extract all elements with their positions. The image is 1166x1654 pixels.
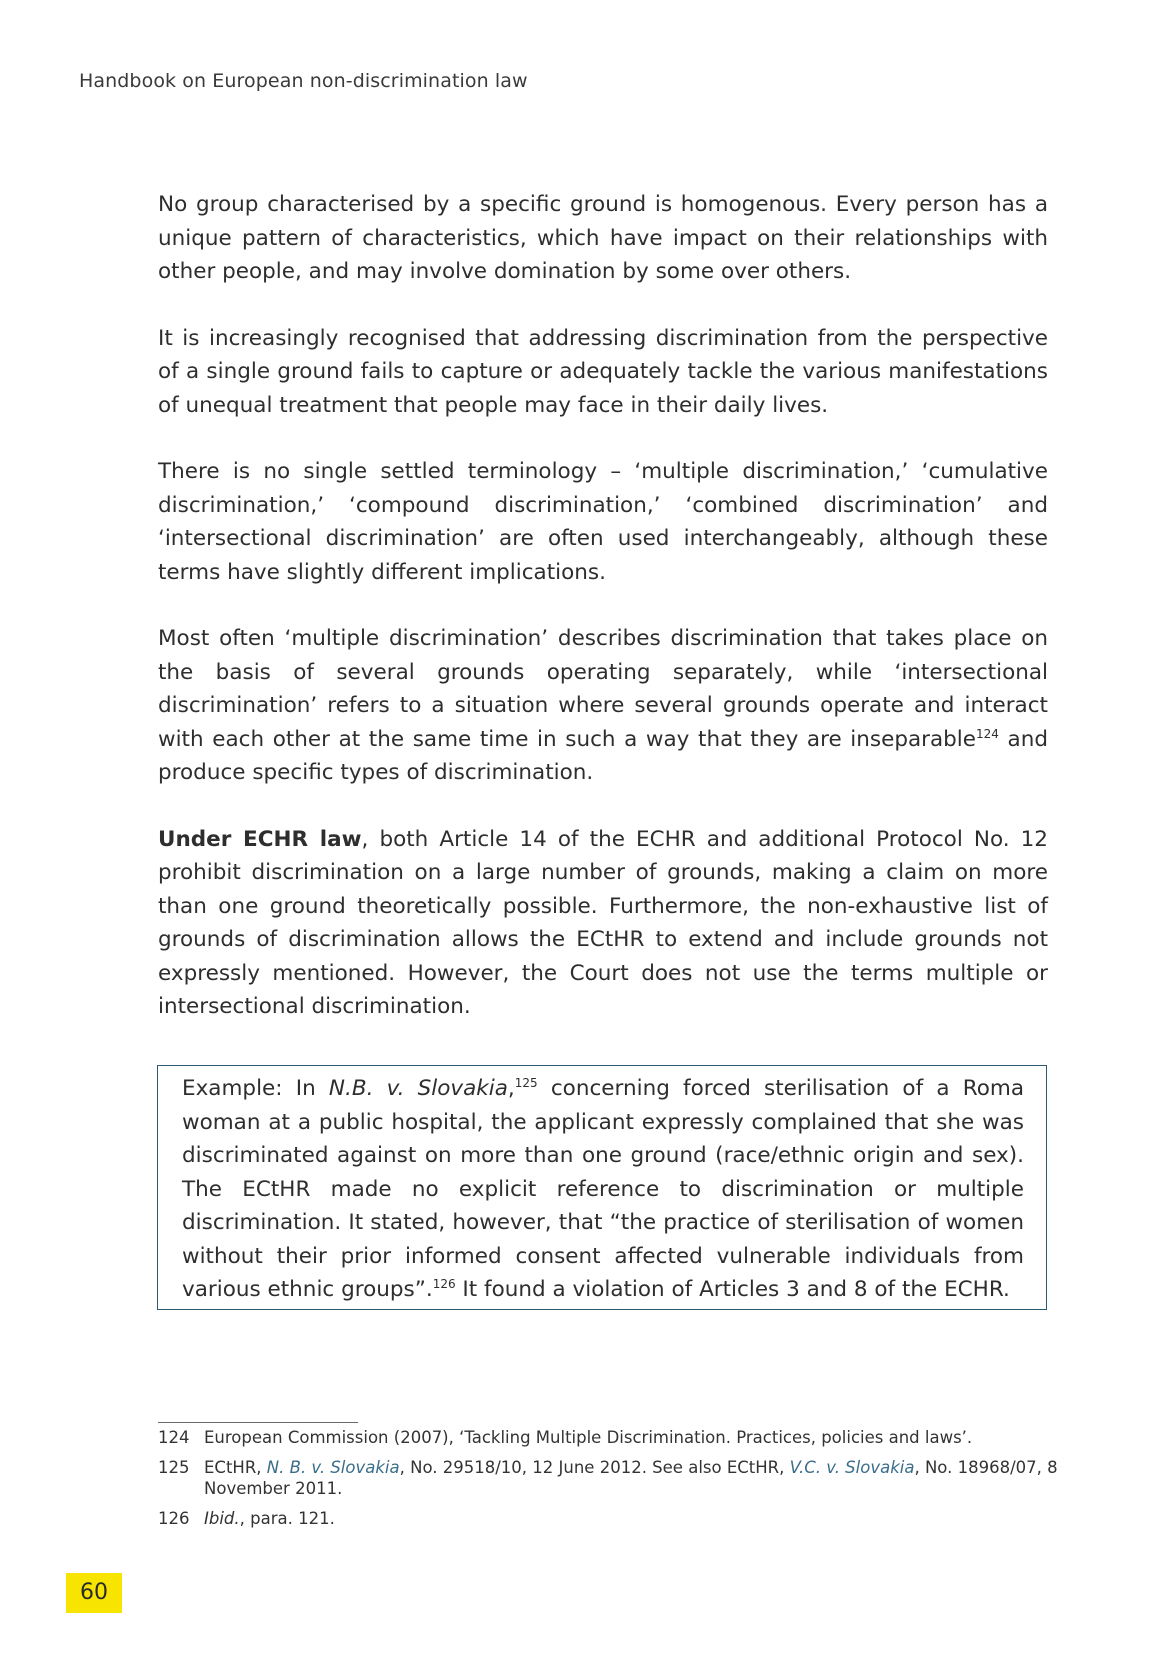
footnote-divider bbox=[158, 1422, 358, 1423]
body-text bbox=[158, 188, 1048, 1057]
paragraph-5-bold: Under ECHR law bbox=[158, 826, 362, 852]
example-lead: Example: In bbox=[182, 1076, 329, 1101]
running-header: Handbook on European non-discrimination law bbox=[79, 70, 528, 92]
example-box bbox=[157, 1065, 1047, 1310]
paragraph-5-text: , both Article 14 of the ECHR and additional Protocol No. 12 prohibit discrimination on a large number of grounds, making a claim on more than one ground theoretically possible. Furthermore, the non-exhaustive list of grounds of discrimination allows the ECtHR to extend and include grounds not expressly mentioned. However, the Court does not use the terms multiple or intersectional discrimination. bbox=[158, 826, 1048, 1019]
footnote-text bbox=[204, 1508, 1058, 1529]
footnote-number: 126 bbox=[158, 1509, 190, 1528]
case-link-vc-v-slovakia[interactable]: V.C. v. Slovakia bbox=[789, 1458, 915, 1477]
footnote-125-mid: , No. 29518/10, 12 June 2012. See also ECtHR, bbox=[399, 1458, 790, 1477]
footnotes bbox=[158, 1427, 1058, 1538]
paragraph-3: There is no single settled terminology – ‘multiple discrimination,’ ‘cumulative discrimination,’ ‘compound discrimination,’ ‘combined discrimination’ and ‘intersectional discrimination’ are often used interchangeably, although these terms have slightly different implications. bbox=[158, 459, 1048, 585]
paragraph-4 bbox=[158, 622, 1048, 790]
footnote-125-post: , No. 18968/07, 8 November 2011. bbox=[204, 1458, 1058, 1498]
footnote-ref-126[interactable]: 126 bbox=[432, 1276, 456, 1291]
footnote-text: European Commission (2007), ‘Tackling Multiple Discrimination. Practices, policies and laws’. bbox=[204, 1428, 973, 1447]
example-text: concerning forced sterilisation of a Roma woman at a public hospital, the applicant expressly complained that she was discriminated against on more than one ground (race/ethnic origin and sex). The ECtHR made no explicit reference to discrimination or multiple discrimination. It stated, however, that “the practice of sterilisation of women without their prior informed consent affected vulnerable individuals from various ethnic groups”. bbox=[182, 1076, 1024, 1302]
footnote-126-text: , para. 121. bbox=[239, 1509, 335, 1528]
case-link-nb-v-slovakia[interactable]: N. B. v. Slovakia bbox=[266, 1458, 400, 1477]
footnote-126-ibid: Ibid. bbox=[204, 1509, 240, 1528]
footnote-number: 124 bbox=[158, 1428, 190, 1447]
page-number: 60 bbox=[66, 1573, 122, 1613]
footnote-126 bbox=[158, 1508, 1058, 1529]
paragraph-2: It is increasingly recognised that addressing discrimination from the perspective of a single ground fails to capture or adequately tackle the various manifestations of unequal treatment that people may face in their daily lives. bbox=[158, 325, 1048, 418]
footnote-text bbox=[204, 1457, 1058, 1499]
paragraph-4-text: Most often ‘multiple discrimination’ describes discrimination that takes place on the basis of several grounds operating separately, while ‘intersectional discrimination’ refers to a situation where several grounds operate and interact with each other at the same time in such a way that they are inseparable bbox=[158, 626, 1048, 752]
paragraph-5 bbox=[158, 823, 1048, 1024]
footnote-125-pre: ECtHR, bbox=[204, 1458, 267, 1477]
example-text-after: It found a violation of Articles 3 and 8 of the ECHR. bbox=[455, 1277, 1010, 1302]
paragraph-1: No group characterised by a specific ground is homogenous. Every person has a unique pattern of characteristics, which have impact on their relationships with other people, and may involve domination by some over others. bbox=[158, 192, 1048, 284]
footnote-124 bbox=[158, 1427, 1058, 1448]
example-comma: , bbox=[507, 1076, 515, 1101]
paragraph-4-text-after: and produce specific types of discrimination. bbox=[158, 726, 1048, 785]
footnote-ref-125[interactable]: 125 bbox=[514, 1075, 538, 1090]
footnote-number: 125 bbox=[158, 1458, 190, 1477]
footnote-ref-124[interactable]: 124 bbox=[976, 726, 999, 741]
example-case-name: N.B. v. Slovakia bbox=[328, 1076, 508, 1101]
footnote-125 bbox=[158, 1457, 1058, 1499]
